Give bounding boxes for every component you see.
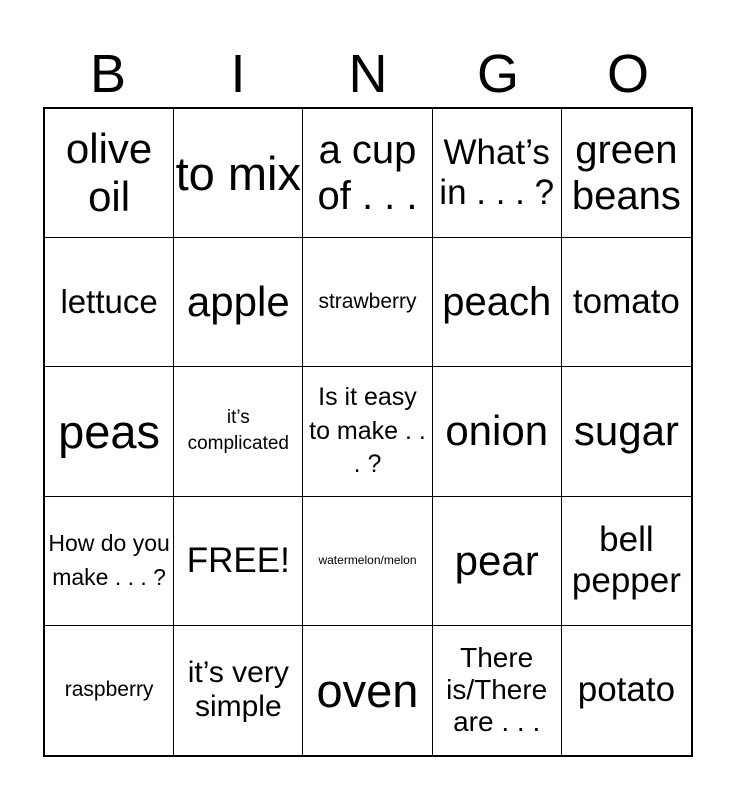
bingo-cell[interactable]: apple (174, 238, 303, 367)
bingo-cell[interactable]: What’s in . . . ? (433, 109, 562, 238)
header-letter-n: N (348, 44, 388, 104)
header-letter-o: O (606, 44, 649, 104)
bingo-cell[interactable]: bell pepper (562, 497, 691, 626)
bingo-cell[interactable]: Is it easy to make . . . ? (303, 367, 432, 496)
bingo-cell[interactable]: tomato (562, 238, 691, 367)
bingo-cell[interactable]: to mix (174, 109, 303, 238)
bingo-cell[interactable]: potato (577, 670, 676, 710)
bingo-cell[interactable]: There is/There are . . . (433, 626, 562, 755)
bingo-cell[interactable]: peach (433, 238, 562, 367)
bingo-free-space[interactable]: FREE! (174, 497, 303, 626)
bingo-cell[interactable]: How do you make . . . ? (45, 497, 174, 626)
bingo-cell[interactable]: raspberry (45, 626, 174, 755)
bingo-cell[interactable]: onion (433, 367, 562, 496)
bingo-cell[interactable]: green beans (562, 109, 691, 238)
bingo-cell[interactable]: sugar (562, 367, 691, 496)
bingo-cell[interactable]: pear (433, 497, 562, 626)
bingo-cell[interactable]: lettuce (45, 238, 174, 367)
bingo-cell[interactable]: strawberry (303, 238, 432, 367)
bingo-cell[interactable]: oven (303, 626, 432, 755)
bingo-cell[interactable]: it’s very simple (174, 626, 303, 755)
bingo-cell[interactable]: olive oil (45, 109, 174, 238)
header-letter-i: I (230, 44, 246, 104)
bingo-header (43, 40, 693, 108)
header-letter-g: G (476, 44, 519, 104)
header-letter-b: B (89, 44, 127, 104)
bingo-cell[interactable]: watermelon/melon (303, 497, 432, 626)
bingo-cell[interactable]: peas (45, 367, 174, 496)
bingo-board (43, 107, 693, 757)
bingo-cell[interactable]: a cup of . . . (303, 109, 432, 238)
bingo-cell[interactable]: it’s complicated (174, 367, 303, 496)
